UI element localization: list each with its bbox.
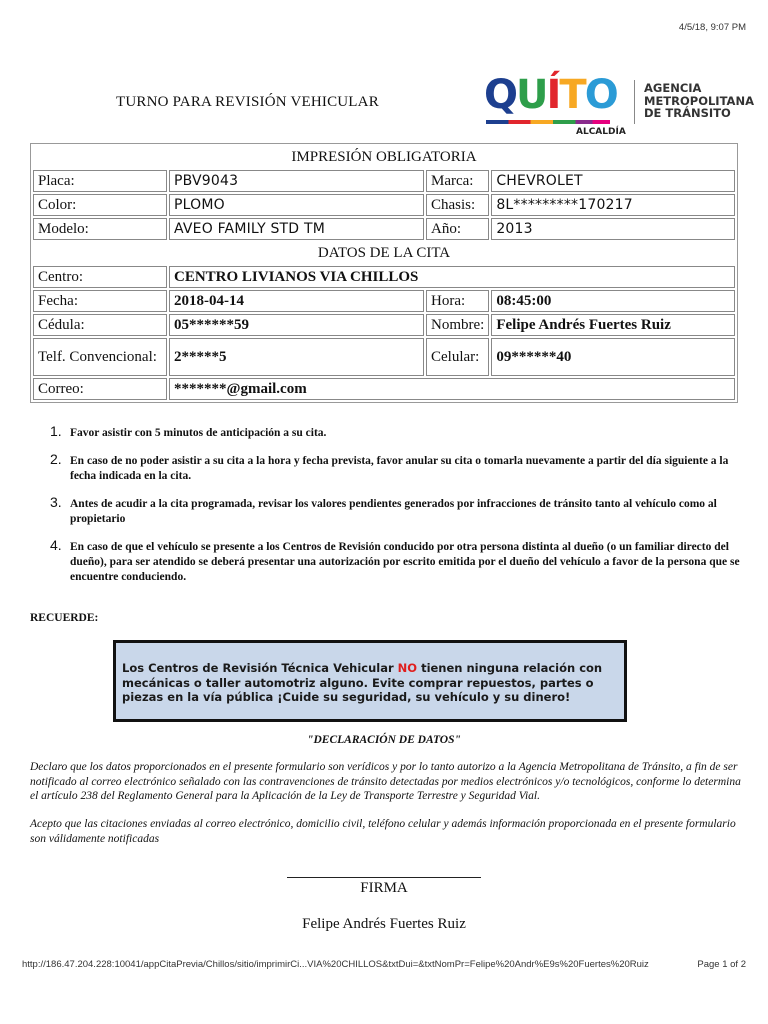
quito-amt-logo <box>484 72 754 142</box>
logo-letter: Q <box>484 72 517 118</box>
declaration-title: "DECLARACIÓN DE DATOS" <box>307 734 461 746</box>
signature-label: FIRMA <box>360 880 408 896</box>
hora-value: 08:45:00 <box>491 290 735 312</box>
table-row <box>33 170 735 192</box>
list-item-text: En caso de no poder asistir a su cita a la hora y fecha prevista, favor anular su cita o tomarla nuevamente a partir del día siguiente a la fecha indicada en la cita. <box>70 455 729 482</box>
footer-url: http://186.47.204.228:10041/appCitaPrevia/Chillos/sitio/imprimirCi...VIA%20CHILLOS&txtDui=&txtNomPr=Felipe%20Andr%E9s%20Fuertes%20Ruiz <box>22 959 649 970</box>
logo-letter: O <box>584 72 617 118</box>
list-item-number: 1. <box>50 423 62 439</box>
anio-value: 2013 <box>491 218 735 240</box>
list-item <box>46 494 746 527</box>
warning-no: NO <box>397 661 418 675</box>
list-item <box>46 451 746 484</box>
centro-value: CENTRO LIVIANOS VIA CHILLOS <box>169 266 735 288</box>
list-item <box>46 537 746 585</box>
cedula-value: 05******59 <box>169 314 424 336</box>
marca-value: CHEVROLET <box>491 170 735 192</box>
table-row <box>33 290 735 312</box>
nombre-value: Felipe Andrés Fuertes Ruiz <box>491 314 735 336</box>
logo-letter: U <box>516 72 547 118</box>
logo-alcaldia: ALCALDÍA <box>576 127 626 137</box>
placa-value: PBV9043 <box>169 170 424 192</box>
signature-name: Felipe Andrés Fuertes Ruiz <box>302 916 466 932</box>
table-row <box>33 314 735 336</box>
document-title: TURNO PARA REVISIÓN VEHICULAR <box>116 94 379 110</box>
fecha-value: 2018-04-14 <box>169 290 424 312</box>
telf-value: 2*****5 <box>169 338 424 376</box>
section-title-cita: DATOS DE LA CITA <box>317 244 451 261</box>
warning-text <box>122 661 624 705</box>
chasis-value: 8L*********170217 <box>491 194 735 216</box>
telf-label: Telf. Convencional: <box>33 338 167 376</box>
warning-text-part2: tienen ninguna relación con mecánicas o taller automotriz alguno. Evite comprar repuestos, partes o piezas en la vía pública ¡Cuide su seguridad, su vehículo y su dinero! <box>122 661 603 704</box>
section-header-row <box>33 146 735 168</box>
logo-divider <box>634 80 635 124</box>
logo-letter: T <box>559 72 585 118</box>
print-date: 4/5/18, 9:07 PM <box>678 22 746 33</box>
appointment-table <box>30 143 738 403</box>
signature-line <box>287 877 481 878</box>
cedula-label: Cédula: <box>33 314 167 336</box>
footer-page-number: Page 1 of 2 <box>697 959 746 970</box>
section-header-row <box>33 242 735 264</box>
table-row <box>33 218 735 240</box>
placa-label: Placa: <box>33 170 167 192</box>
chasis-label: Chasis: <box>426 194 489 216</box>
hora-label: Hora: <box>426 290 489 312</box>
logo-letter: Í <box>546 72 560 118</box>
table-row <box>33 194 735 216</box>
modelo-value: AVEO FAMILY STD TM <box>169 218 424 240</box>
warning-text-part1: Los Centros de Revisión Técnica Vehicular <box>122 661 398 675</box>
logo-color-bar <box>486 120 610 124</box>
color-label: Color: <box>33 194 167 216</box>
centro-label: Centro: <box>33 266 167 288</box>
correo-label: Correo: <box>33 378 167 400</box>
nombre-label: Nombre: <box>426 314 489 336</box>
declaration-paragraph-2: Acepto que las citaciones enviadas al correo electrónico, domicilio civil, teléfono celular y además información proporcionada en el presente formulario son válidamente notificadas <box>30 818 736 845</box>
quito-wordmark <box>484 72 617 118</box>
list-item-text: Antes de acudir a la cita programada, revisar los valores pendientes generados por infracciones de tránsito tanto al vehículo como al propietario <box>70 498 717 525</box>
correo-value: *******@gmail.com <box>169 378 735 400</box>
anio-label: Año: <box>426 218 489 240</box>
recuerde-heading: RECUERDE: <box>30 612 99 624</box>
list-item <box>46 423 746 441</box>
instructions-list <box>46 423 746 598</box>
declaration-paragraph-1: Declaro que los datos proporcionados en el presente formulario son verídicos y por lo tanto autorizo a la Agencia Metropolitana de Tránsito, a fin de ser notificado al correo electrónico señalado con las contravenciones de tránsito detectadas por medios electrónicos y/o tecnológicos, conforme lo determina el artículo 238 del Reglamento General para la Aplicación de la Ley de Transporte Terrestre y Seguridad Vial. <box>30 761 741 802</box>
list-item-number: 4. <box>50 537 62 553</box>
modelo-label: Modelo: <box>33 218 167 240</box>
list-item-number: 2. <box>50 451 62 467</box>
list-item-text: En caso de que el vehículo se presente a los Centros de Revisión conducido por otra persona distinta al dueño (o un familiar directo del dueño), para ser atendido se deberá presentar una autorización por escrito emitida por el dueño del vehículo a favor de la persona que se encuentre conduciendo. <box>70 541 740 583</box>
table-row <box>33 266 735 288</box>
section-title-impresion: IMPRESIÓN OBLIGATORIA <box>291 148 477 165</box>
celular-label: Celular: <box>426 338 489 376</box>
logo-agency-name: AGENCIA METROPOLITANA DE TRÁNSITO <box>644 81 754 120</box>
celular-value: 09******40 <box>491 338 735 376</box>
warning-box <box>113 640 627 722</box>
table-row <box>33 378 735 400</box>
list-item-number: 3. <box>50 494 62 510</box>
marca-label: Marca: <box>426 170 489 192</box>
table-row <box>33 338 735 376</box>
fecha-label: Fecha: <box>33 290 167 312</box>
list-item-text: Favor asistir con 5 minutos de anticipación a su cita. <box>70 427 327 439</box>
color-value: PLOMO <box>169 194 424 216</box>
